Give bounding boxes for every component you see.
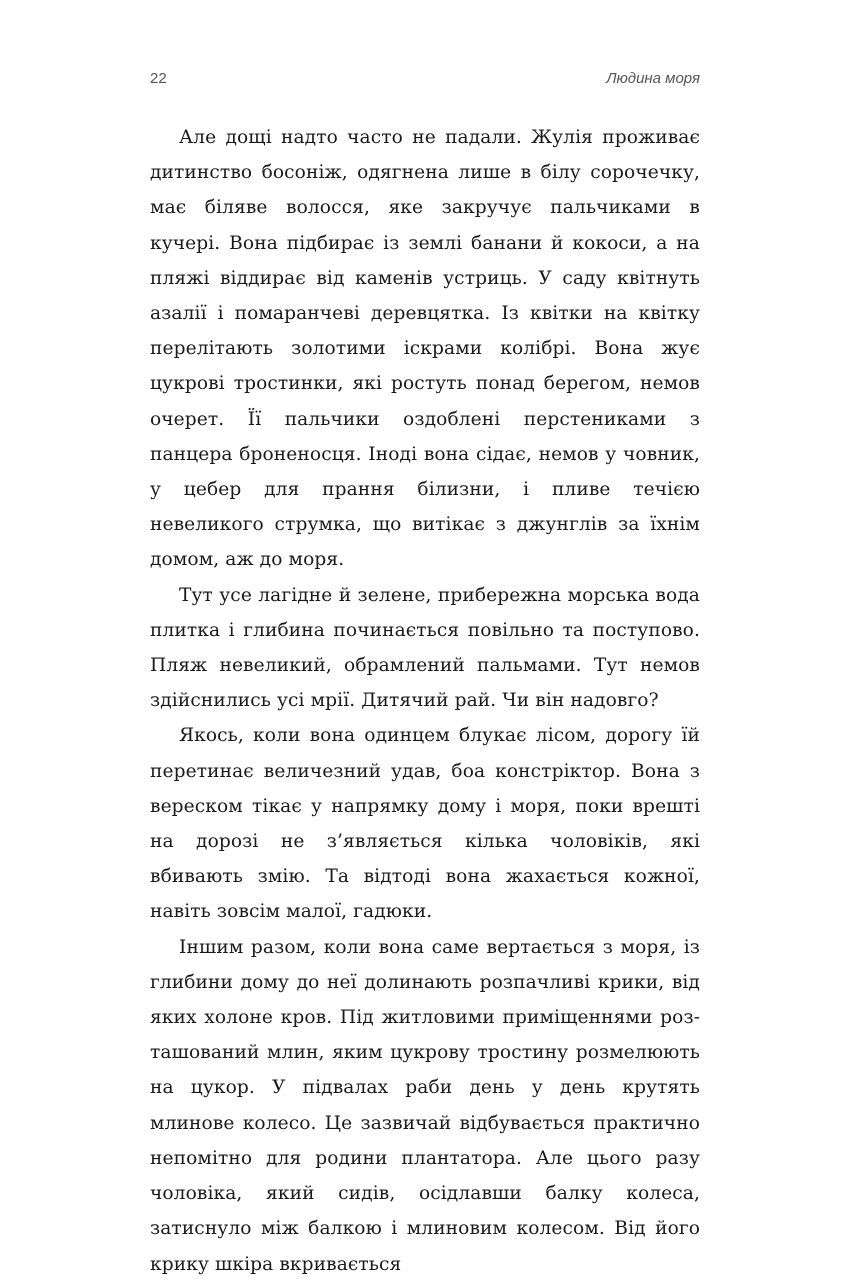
paragraph: Іншим разом, коли вона саме вертається з моря, із глибини дому до неї долинають розпачливі крики, від яких холоне кров. Під житловими приміщеннями розташований млин, яким цукрову тростину розмелюють на цукор. У підвалах раби день у день крутять млинове колесо. Це зазвичай відбувається практично непомітно для родини плантатора. Але цього разу чоловіка, який сидів, осідлавши балку колеса, затиснуло між балкою і млиновим колесом. Від його крику шкіра вкривається: [150, 936, 700, 1275]
paragraph: Тут усе лагідне й зелене, прибережна морська вода плитка і глибина починається повільно та поступово. Пляж невеликий, обрамлений пальмами. Тут немов здійснились усі мрії. Дитячий рай. Чи він надовго?: [150, 584, 700, 712]
paragraph: Але дощі надто часто не падали. Жулія проживає дитинство босоніж, одягнена лише в білу сорочечку, має біляве волосся, яке закручує пальчиками в кучері. Вона підбирає із землі банани й кокоси, а на пляжі віддирає від каменів устриць. У саду квітнуть азалії і помаранчеві деревцятка. Із квітки на квітку перелітають золотими іскрами колібрі. Вона жує цукрові тростинки, які ростуть понад берегом, немов очерет. Її пальчики оздоблені перстениками з панцера броненосця. Іноді вона сідає, немов у човник, у цебер для прання білизни, і пливе течією невеликого струмка, що витікає з джунглів за їхнім домом, аж до моря.: [150, 127, 700, 571]
book-title: Людина моря: [606, 70, 700, 87]
paragraph: Якось, коли вона одинцем блукає лісом, дорогу їй перетинає величезний удав, боа констріктор. Вона з вереском тікає у напрямку дому і моря, поки врешті на дорозі не з’являється кілька чоловіків, які вбивають змію. Та відтоді вона жахається кожної, навіть зовсім малої, гадюки.: [150, 725, 700, 923]
body-text: [150, 120, 700, 1282]
page-number: 22: [150, 70, 167, 87]
running-header: [150, 70, 700, 94]
